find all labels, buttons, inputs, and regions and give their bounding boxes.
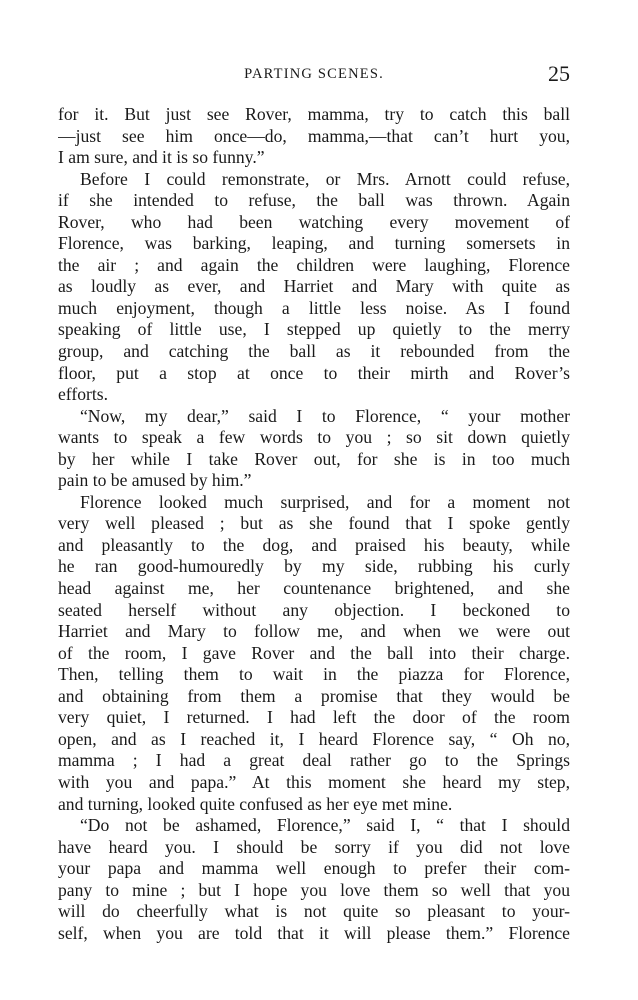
text-line: seated herself without any objection. I beckoned to [58,599,570,620]
text-line: Before I could remonstrate, or Mrs. Arnott could refuse, [80,168,570,189]
text-line: speaking of little use, I stepped up quietly to the merry [58,319,570,340]
page-number: 25 [548,61,570,86]
text-line: Rover, who had been watching every movement of [58,211,570,232]
text-line: very well pleased ; but as she found that I spoke gently [58,513,570,534]
text-line: pain to be amused by him.” [58,470,252,491]
text-line: with you and papa.” At this moment she heard my step, [58,771,570,792]
text-line: Harriet and Mary to follow me, and when we were out [58,621,570,642]
text-line: efforts. [58,384,108,405]
text-line: have heard you. I should be sorry if you did not love [58,836,570,857]
text-line: “Do not be ashamed, Florence,” said I, “ that I should [80,815,570,836]
text-line: —just see him once—do, mamma,—that can’t hurt you, [58,125,570,146]
text-line: of the room, I gave Rover and the ball into their charge. [58,642,570,663]
running-head [58,62,570,88]
text-line: your papa and mamma well enough to prefer their com- [58,858,570,879]
text-line: head against me, her countenance brightened, and she [58,578,570,599]
running-title: PARTING SCENES. [244,66,384,82]
text-line: self, when you are told that it will please them.” Florence [58,922,570,943]
text-line: and pleasantly to the dog, and praised his beauty, while [58,534,570,555]
text-line: Florence, was barking, leaping, and turning somersets in [58,233,570,254]
text-line: and turning, looked quite confused as her eye met mine. [58,793,453,814]
text-line: as loudly as ever, and Harriet and Mary with quite as [58,276,570,297]
text-line: Then, telling them to wait in the piazza for Florence, [58,664,570,685]
text-line: “Now, my dear,” said I to Florence, “ your mother [80,405,570,426]
text-line: pany to mine ; but I hope you love them so well that you [58,879,570,900]
text-line: will do cheerfully what is not quite so pleasant to your- [58,901,570,922]
text-line: wants to speak a few words to you ; so sit down quietly [58,427,570,448]
text-line: group, and catching the ball as it rebounded from the [58,341,570,362]
text-line: Florence looked much surprised, and for a moment not [80,491,570,512]
text-line: open, and as I reached it, I heard Florence say, “ Oh no, [58,728,570,749]
text-line: mamma ; I had a great deal rather go to the Springs [58,750,570,771]
text-line: by her while I take Rover out, for she is in too much [58,448,570,469]
text-line: very quiet, I returned. I had left the door of the room [58,707,570,728]
text-line: I am sure, and it is so funny.” [58,147,265,168]
text-line: for it. But just see Rover, mamma, try to catch this ball [58,104,570,124]
body-text [58,104,570,944]
text-line: if she intended to refuse, the ball was thrown. Again [58,190,570,211]
text-line: the air ; and again the children were laughing, Florence [58,254,570,275]
text-line: much enjoyment, though a little less noise. As I found [58,297,570,318]
text-line: and obtaining from them a promise that they would be [58,685,570,706]
text-line: he ran good-humouredly by my side, rubbing his curly [58,556,570,577]
text-line: floor, put a stop at once to their mirth and Rover’s [58,362,570,383]
